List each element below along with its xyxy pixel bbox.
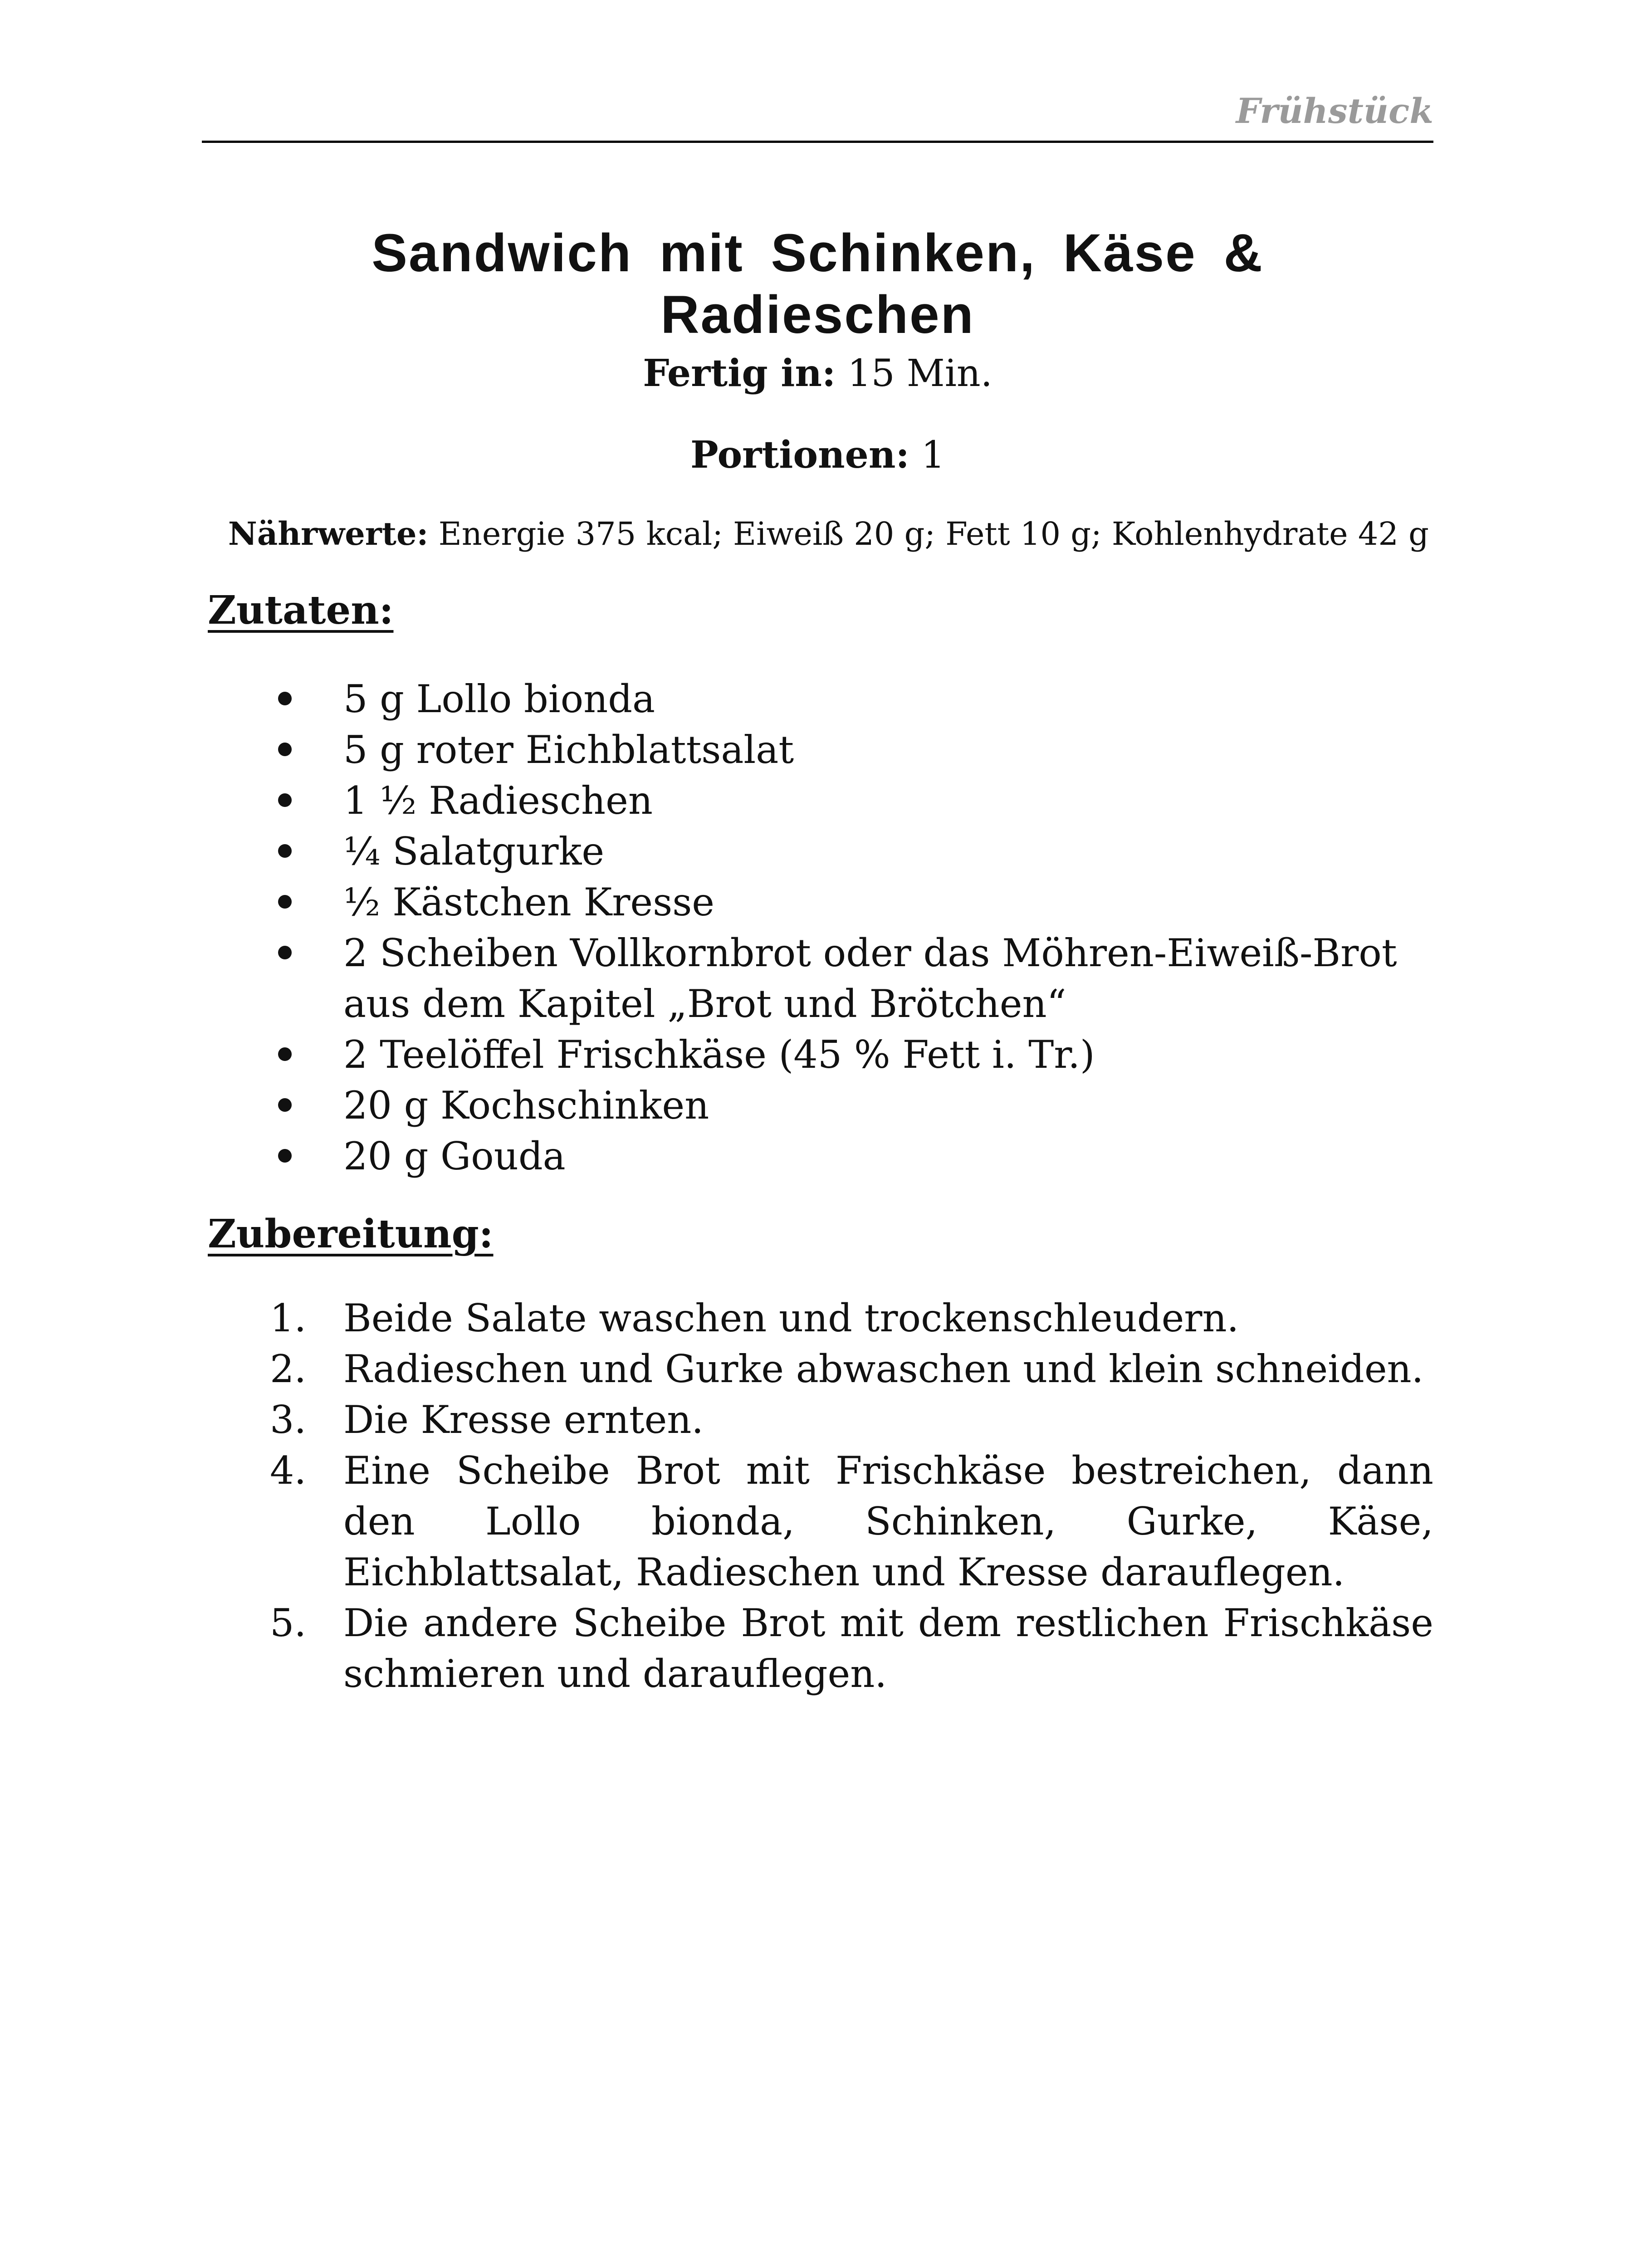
nutrition-label: Nährwerte: [228,515,429,552]
bullet-icon [278,895,292,909]
list-item [202,724,1433,775]
ingredients-list [202,674,1433,1182]
bullet-icon [278,793,292,807]
step-text: Die andere Scheibe Brot mit dem restlichen Frischkäse schmieren und darauflegen. [343,1601,1433,1696]
bullet-icon [278,692,292,705]
list-item [202,1293,1433,1344]
ingredients-heading: Zutaten: [208,587,394,633]
running-header: Frühstück [1236,91,1433,131]
list-item [202,877,1433,928]
list-item [202,1080,1433,1131]
ingredient-text: 1 ½ Radieschen [343,778,653,823]
step-text: Die Kresse ernten. [343,1398,704,1442]
step-number: 4. [270,1448,307,1493]
list-item [202,1394,1433,1445]
portions-value: 1 [921,434,945,477]
list-item [202,674,1433,724]
list-item [202,1445,1433,1598]
bullet-icon [278,1149,292,1163]
ingredient-text: 5 g Lollo bionda [343,677,655,721]
step-text: Radieschen und Gurke abwaschen und klein schneiden. [343,1347,1424,1391]
list-item [202,1598,1433,1699]
ingredient-text: 20 g Gouda [343,1134,566,1178]
ingredient-text: 2 Teelöffel Frischkäse (45 % Fett i. Tr.) [343,1032,1095,1077]
list-item [202,1344,1433,1394]
nutrition-facts [202,515,1429,552]
prep-time-value: 15 Min. [847,352,993,395]
bullet-icon [278,946,292,959]
step-text: Beide Salate waschen und trockenschleudern. [343,1296,1239,1340]
list-item [202,775,1433,826]
bullet-icon [278,844,292,858]
recipe-title: Sandwich mit Schinken, Käse & Radieschen [372,223,1264,345]
bullet-icon [278,1047,292,1061]
ingredient-text: 2 Scheiben Vollkornbrot oder das Möhren-Eiweiß-Brot aus dem Kapitel „Brot und Brötchen“ [343,931,1397,1026]
prep-time-label: Fertig in: [643,352,836,395]
list-item [202,826,1433,877]
step-number: 5. [270,1601,307,1645]
ingredient-text: ¼ Salatgurke [343,829,605,874]
ingredient-text: 5 g roter Eichblattsalat [343,728,794,772]
list-item [202,928,1433,1029]
list-item [202,1029,1433,1080]
preparation-heading: Zubereitung: [208,1211,494,1257]
step-number: 2. [270,1347,307,1391]
ingredient-text: ½ Kästchen Kresse [343,880,715,924]
step-number: 1. [270,1296,307,1340]
header-divider [202,141,1433,143]
portions [202,433,1433,477]
nutrition-value: Energie 375 kcal; Eiweiß 20 g; Fett 10 g; Kohlenhydrate 42 g [438,515,1429,552]
preparation-steps [202,1293,1433,1699]
prep-time [202,352,1433,395]
step-number: 3. [270,1398,307,1442]
step-text: Eine Scheibe Brot mit Frischkäse bestreichen, dann den Lollo bionda, Schinken, Gurke, Käse, Eichblattsalat, Radieschen und Kresse darauflegen. [343,1448,1433,1594]
ingredient-text: 20 g Kochschinken [343,1083,709,1128]
list-item [202,1131,1433,1182]
bullet-icon [278,743,292,756]
portions-label: Portionen: [690,433,909,477]
bullet-icon [278,1098,292,1112]
